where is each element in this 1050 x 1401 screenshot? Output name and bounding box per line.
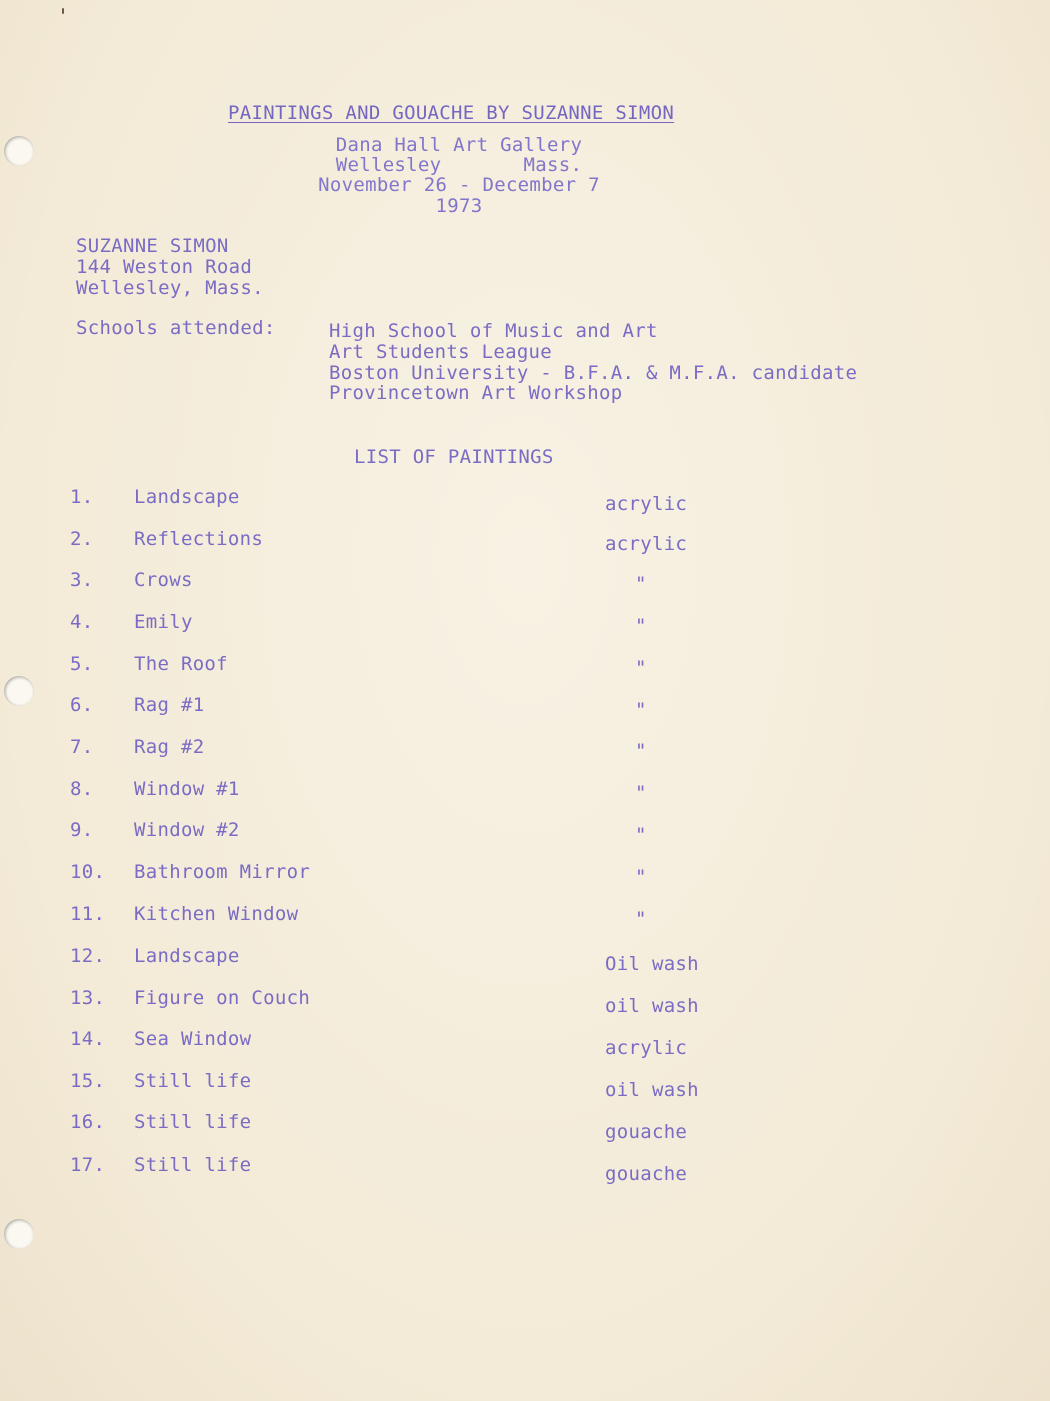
painting-title: Still life <box>134 1111 252 1133</box>
painting-number: 16. <box>70 1111 106 1133</box>
painting-medium: " <box>635 699 647 721</box>
artist-city: Wellesley, Mass. <box>76 277 264 299</box>
painting-number: 11. <box>70 903 106 925</box>
painting-medium: " <box>635 908 647 930</box>
painting-number: 4. <box>70 611 94 633</box>
painting-number: 14. <box>70 1028 106 1050</box>
painting-number: 5. <box>70 653 94 675</box>
painting-title: Emily <box>134 611 193 633</box>
painting-title: Landscape <box>134 486 240 508</box>
painting-title: Figure on Couch <box>134 987 311 1009</box>
painting-medium: " <box>635 657 647 679</box>
painting-title: Crows <box>134 569 193 591</box>
gallery-location: Wellesley Mass. <box>335 154 583 176</box>
painting-number: 9. <box>70 819 94 841</box>
exhibition-year: 1973 <box>435 195 483 217</box>
paper-speck <box>62 8 64 14</box>
punch-hole-middle <box>4 676 34 706</box>
painting-title: Kitchen Window <box>134 903 299 925</box>
painting-medium: acrylic <box>605 533 688 555</box>
list-heading: LIST OF PAINTINGS <box>354 446 554 468</box>
painting-medium: gouache <box>605 1163 688 1185</box>
painting-medium: gouache <box>605 1121 688 1143</box>
artist-street: 144 Weston Road <box>76 256 253 278</box>
gallery-name: Dana Hall Art Gallery <box>335 134 583 156</box>
painting-medium: " <box>635 615 647 637</box>
painting-title: Reflections <box>134 528 264 550</box>
painting-medium: " <box>635 740 647 762</box>
painting-title: Rag #1 <box>134 694 205 716</box>
school-item: Art Students League <box>329 341 553 363</box>
painting-medium: acrylic <box>605 1037 688 1059</box>
painting-title: Still life <box>134 1070 252 1092</box>
schools-label: Schools attended: <box>76 317 276 339</box>
painting-medium: " <box>635 573 647 595</box>
painting-title: Landscape <box>134 945 240 967</box>
painting-title: Window #2 <box>134 819 240 841</box>
painting-number: 10. <box>70 861 106 883</box>
painting-number: 3. <box>70 569 94 591</box>
painting-title: Bathroom Mirror <box>134 861 311 883</box>
painting-number: 1. <box>70 486 94 508</box>
painting-medium: Oil wash <box>605 953 699 975</box>
painting-number: 6. <box>70 694 94 716</box>
school-item: Boston University - B.F.A. & M.F.A. candidate <box>329 362 858 384</box>
painting-number: 13. <box>70 987 106 1009</box>
exhibition-dates: November 26 - December 7 <box>318 174 600 196</box>
painting-number: 12. <box>70 945 106 967</box>
painting-number: 17. <box>70 1154 106 1176</box>
painting-medium: oil wash <box>605 995 699 1017</box>
painting-number: 8. <box>70 778 94 800</box>
painting-title: Sea Window <box>134 1028 252 1050</box>
school-item: High School of Music and Art <box>329 320 658 342</box>
document-title: PAINTINGS AND GOUACHE BY SUZANNE SIMON <box>228 102 675 124</box>
painting-title: The Roof <box>134 653 228 675</box>
school-item: Provincetown Art Workshop <box>329 382 623 404</box>
painting-title: Rag #2 <box>134 736 205 758</box>
artist-name: SUZANNE SIMON <box>76 235 229 257</box>
painting-medium: acrylic <box>605 493 688 515</box>
painting-number: 2. <box>70 528 94 550</box>
painting-number: 7. <box>70 736 94 758</box>
painting-medium: oil wash <box>605 1079 699 1101</box>
punch-hole-bottom <box>4 1219 34 1249</box>
painting-number: 15. <box>70 1070 106 1092</box>
painting-medium: " <box>635 866 647 888</box>
painting-medium: " <box>635 824 647 846</box>
painting-title: Still life <box>134 1154 252 1176</box>
painting-title: Window #1 <box>134 778 240 800</box>
painting-medium: " <box>635 782 647 804</box>
